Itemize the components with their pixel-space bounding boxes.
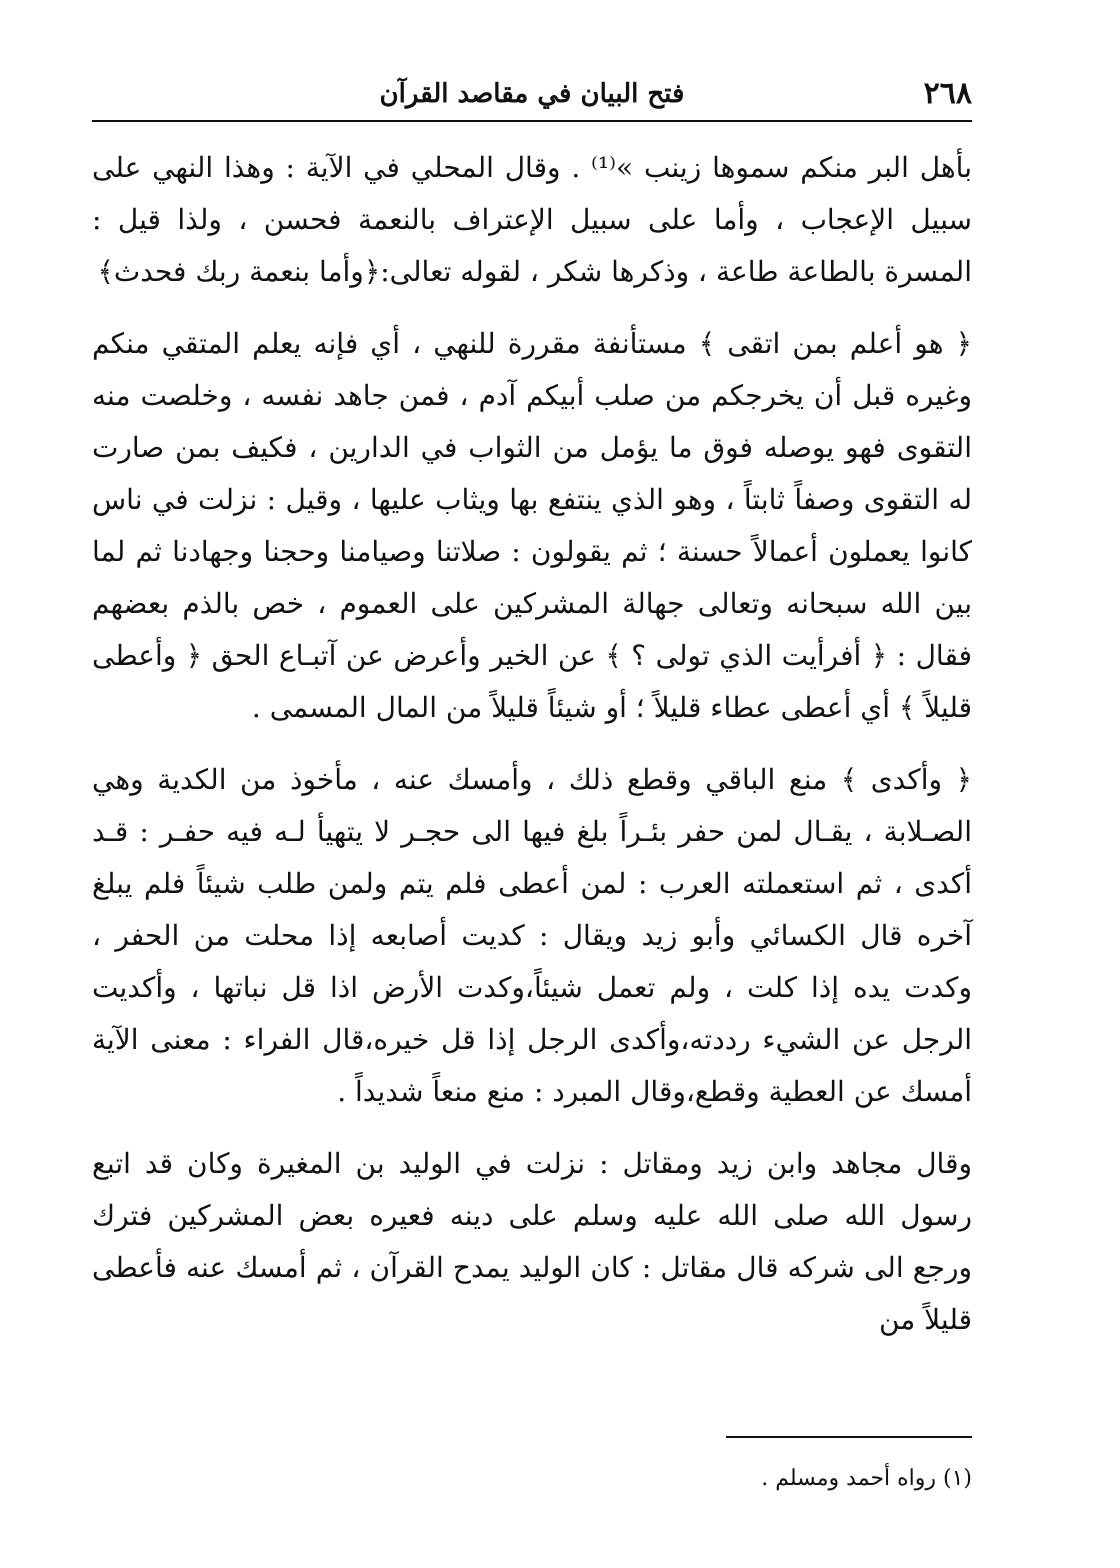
paragraph-1: بأهل البر منكم سموها زينب »⁽¹⁾ . وقال المحلي في الآية : وهذا النهي على سبيل الإعجاب ، وأما على سبيل الإعتراف بالنعمة فحسن ، ولذا قيل : المسرة بالطاعة طاعة ، وذكرها شكر ، لقوله تعالى:﴿وأما بنعمة ربك فحدث﴾ xyxy=(92,151,972,288)
running-title: فتح البيان في مقاصد القرآن xyxy=(379,79,685,109)
main-text xyxy=(92,142,972,1366)
paragraph-2: ﴿ هو أعلم بمن اتقى ﴾ مستأنفة مقررة للنهي ، أي فإنه يعلم المتقي منكم وغيره قبل أن يخرجكم من صلب أبيكم آدم ، فمن جاهد نفسه ، وخلصت منه التقوى فهو يوصله فوق ما يؤمل من الثواب في الدارين ، فكيف بمن صارت له التقوى وصفاً ثابتاً ، وهو الذي ينتفع بها ويثاب عليها ، وقيل : نزلت في ناس كانوا يعملون أعمالاً حسنة ؛ ثم يقولون : صلاتنا وصيامنا وحجنا وجهادنا ثم لما بين الله سبحانه وتعالى جهالة المشركين على العموم ، خص بالذم بعضهم فقال : ﴿ أفرأيت الذي تولى ؟ ﴾ عن الخير وأعرض عن آتبـاع الحق ﴿ وأعطى قليلاً ﴾ أي أعطى عطاء قليلاً ؛ أو شيئاً قليلاً من المال المسمى . xyxy=(92,327,973,724)
paragraph-4: وقال مجاهد وابن زيد ومقاتل : نزلت في الوليد بن المغيرة وكان قد اتبع رسول الله صلى الله عليه وسلم على دينه فعيره بعض المشركين فترك ورجع الى شركه قال مقاتل : كان الوليد يمدح القرآن ، ثم أمسك عنه فأعطى قليلاً من xyxy=(92,1147,972,1336)
page-header xyxy=(92,72,972,118)
page-number: ٢٦٨ xyxy=(923,76,972,111)
footnote-divider xyxy=(726,1436,972,1438)
header-divider xyxy=(92,120,972,122)
footnote: (١) رواه أحمد ومسلم . xyxy=(761,1466,972,1491)
paragraph-3: ﴿ وأكدى ﴾ منع الباقي وقطع ذلك ، وأمسك عنه ، مأخوذ من الكدية وهي الصـلابة ، يقـال لمن حفر بئـراً بلغ فيها الى حجـر لا يتهيأ لـه فيه حفـر : قـد أكدى ، ثم استعملته العرب : لمن أعطى فلم يتم ولمن طلب شيئاً فلم يبلغ آخره قال الكسائي وأبو زيد ويقال : كديت أصابعه إذا محلت من الحفر ، وكدت يده إذا كلت ، ولم تعمل شيئاً،وكدت الأرض اذا قل نباتها ، وأكديت الرجل عن الشيء رددته،وأكدى الرجل إذا قل خيره،قال الفراء : معنى الآية أمسك عن العطية وقطع،وقال المبرد : منع منعاً شديداً . xyxy=(92,763,972,1108)
